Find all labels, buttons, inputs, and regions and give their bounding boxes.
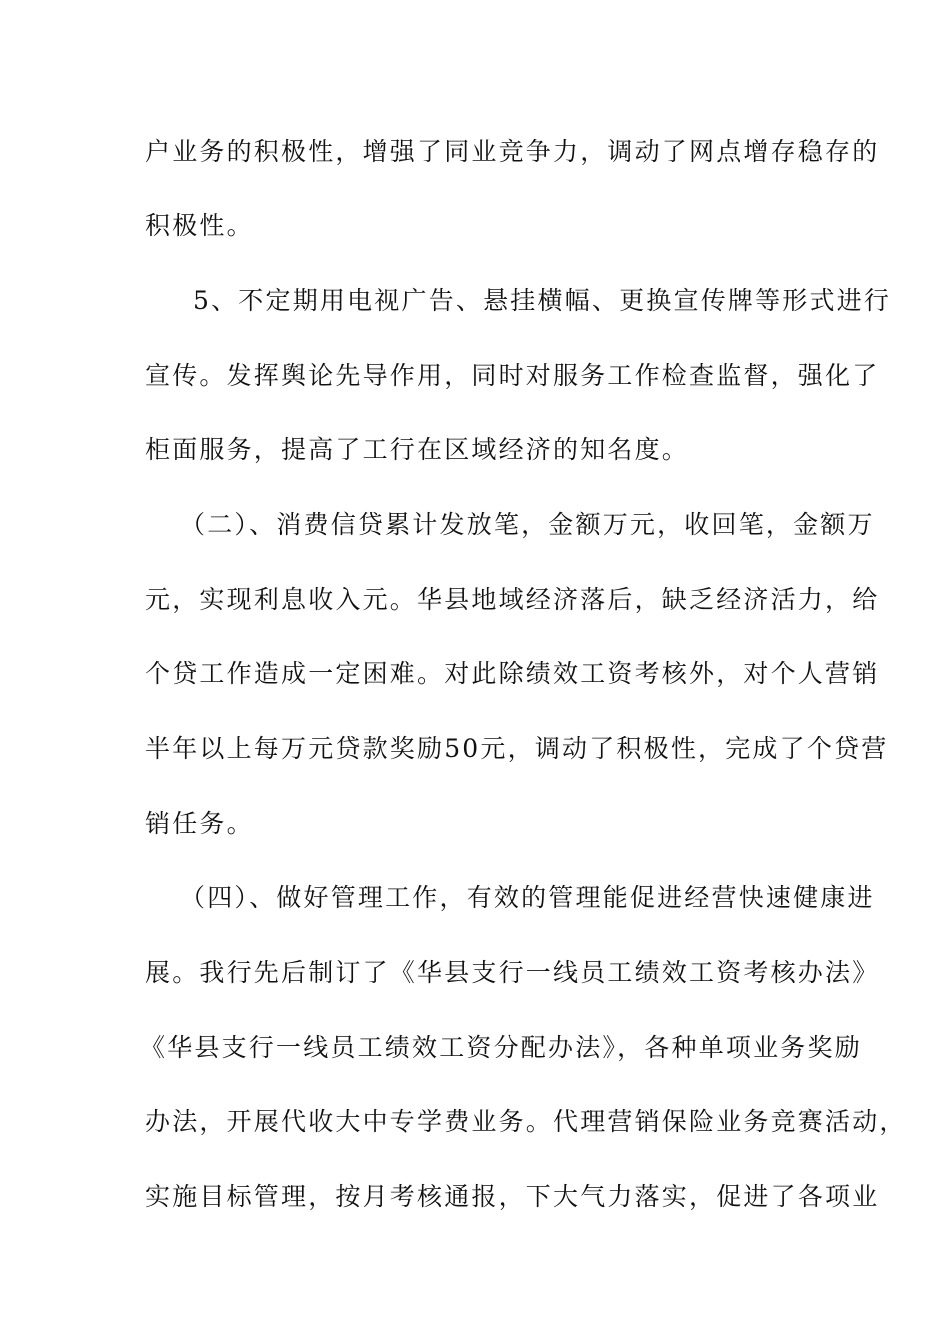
- text-line-15: 实施目标管理，按月考核通报，下大气力落实，促进了各项业: [145, 1182, 880, 1211]
- text-line-12: 展。我行先后制订了《华县支行一线员工绩效工资考核办法》: [145, 958, 880, 987]
- text-line-9: 半年以上每万元贷款奖励50元，调动了积极性，完成了个贷营: [145, 734, 889, 763]
- text-line-2: 积极性。: [145, 211, 254, 240]
- text-line-6: （二）、消费信贷累计发放笔，金额万元，收回笔，金额万: [180, 510, 875, 539]
- text-line-13: 《华县支行一线员工绩效工资分配办法》，各种单项业务奖励: [140, 1033, 862, 1062]
- text-line-4: 宣传。发挥舆论先导作用，同时对服务工作检查监督，强化了: [145, 361, 880, 390]
- text-line-8: 个贷工作造成一定困难。对此除绩效工资考核外，对个人营销: [145, 659, 880, 688]
- text-line-7: 元，实现利息收入元。华县地域经济落后，缺乏经济活力，给: [145, 585, 880, 614]
- text-line-14: 办法，开展代收大中专学费业务。代理营销保险业务竞赛活动，: [145, 1107, 907, 1136]
- text-line-10: 销任务。: [145, 809, 254, 838]
- text-line-5: 柜面服务，提高了工行在区域经济的知名度。: [145, 435, 690, 464]
- text-line-11: （四）、做好管理工作，有效的管理能促进经营快速健康进: [180, 883, 875, 912]
- text-line-1: 户业务的积极性，增强了同业竞争力，调动了网点增存稳存的: [145, 137, 880, 166]
- text-line-3: 5、不定期用电视广告、悬挂横幅、更换宣传牌等形式进行: [193, 286, 892, 315]
